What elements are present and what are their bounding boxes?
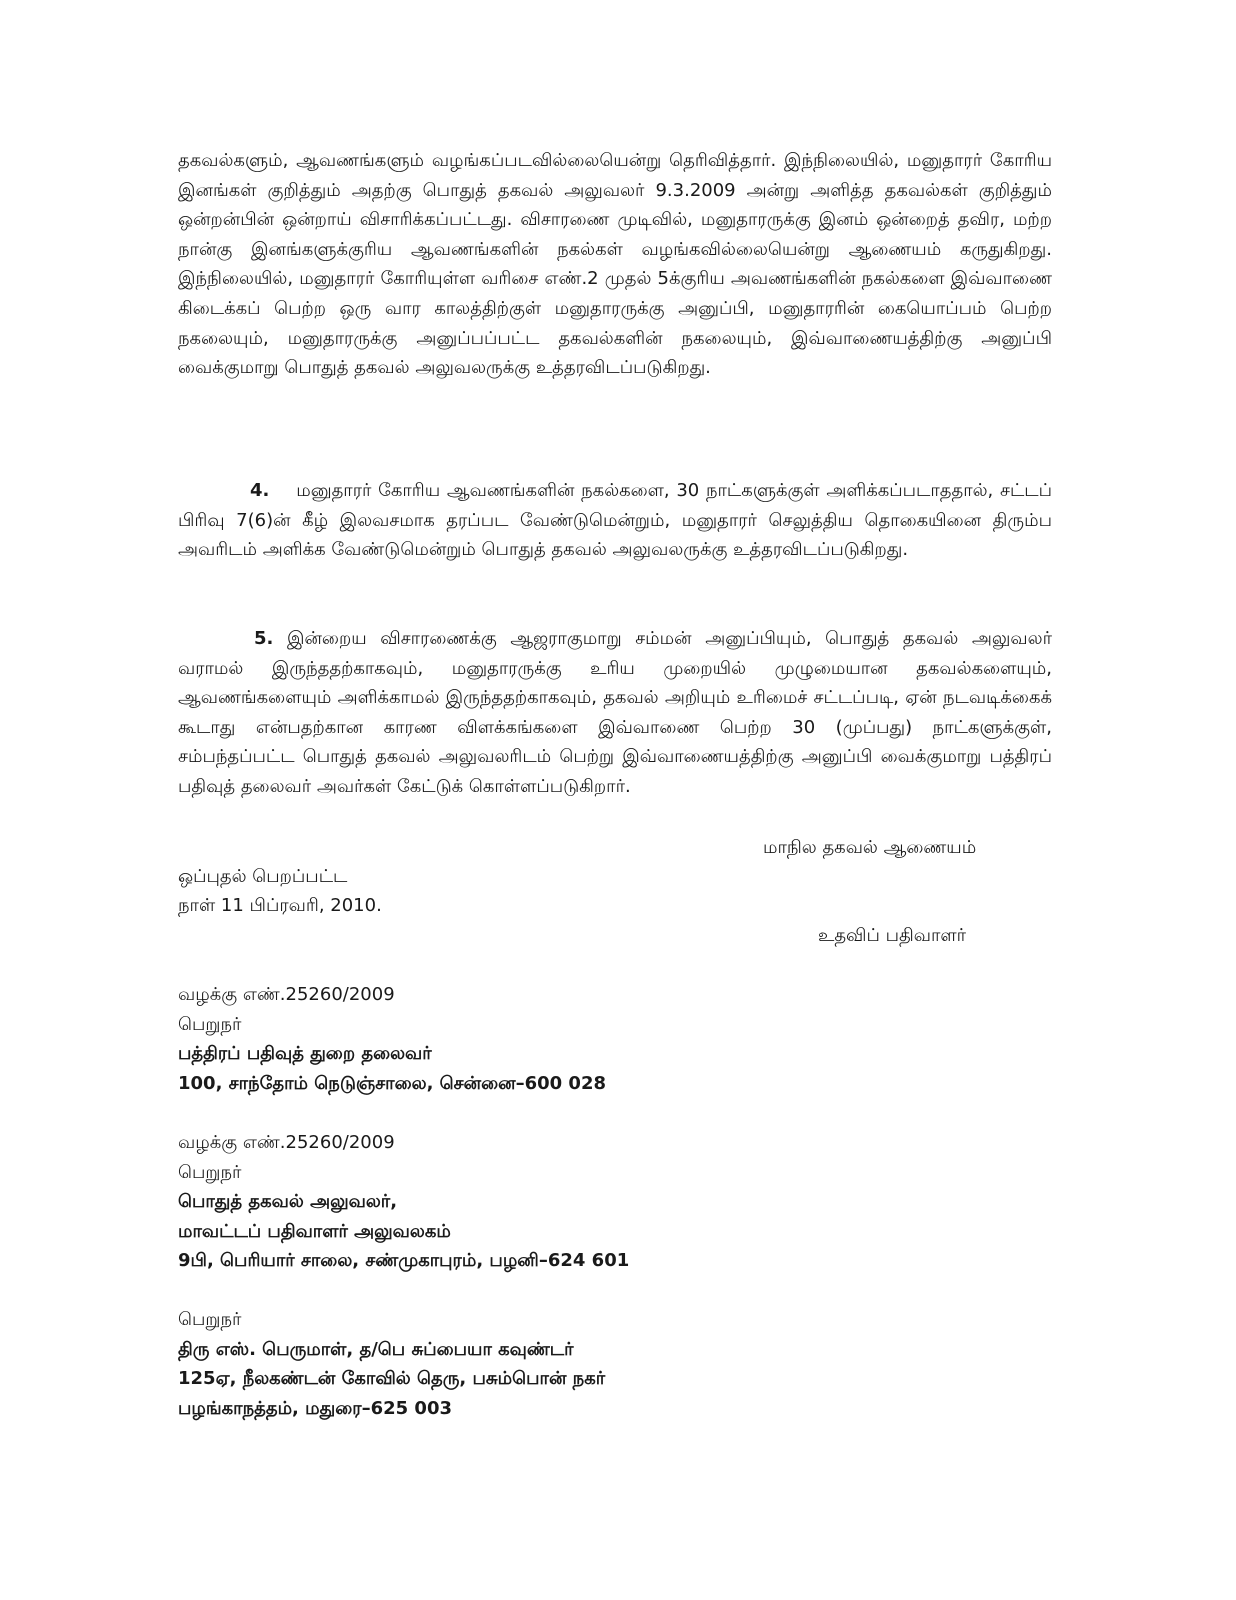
recipient-line: பத்திரப் பதிவுத் துறை தலைவர்	[178, 1043, 432, 1064]
recipient-line: பழங்காநத்தம், மதுரை–625 003	[178, 1397, 452, 1419]
commission-signature: மாநில தகவல் ஆணையம்	[763, 837, 977, 858]
assistant-registrar: உதவிப் பதிவாளர்	[818, 925, 967, 946]
recipient-block	[178, 1305, 605, 1423]
recipient-line: 125ஏ, நீலகண்டன் கோவில் தெரு, பசும்பொன் நகர்	[178, 1368, 606, 1389]
recipient-line: 9பி, பெரியார் சாலை, சண்முகாபுரம், பழனி–624 601	[178, 1250, 630, 1271]
recipient-line: திரு எஸ். பெருமாள், த/பெ சுப்பையா கவுண்டர்	[178, 1338, 574, 1360]
case-number: வழக்கு எண்.25260/2009	[178, 984, 395, 1005]
paragraph-5-number: 5.	[254, 628, 274, 649]
recipient-line: மாவட்டப் பதிவாளர் அலுவலகம்	[178, 1220, 451, 1242]
recipient-line: 100, சாந்தோம் நெடுஞ்சாலை, சென்னை–600 028	[178, 1072, 607, 1094]
approved-label: ஒப்புதல் பெறப்பட்ட	[178, 866, 348, 887]
order-date: நாள் 11 பிப்ரவரி, 2010.	[178, 895, 382, 916]
recipient-line: பொதுத் தகவல் அலுவலர்,	[178, 1191, 398, 1212]
recipient-block	[178, 980, 606, 1098]
paragraph-4-text: மனுதாரர் கோரிய ஆவணங்களின் நகல்களை, 30 நாட்களுக்குள் அளிக்கப்படாததால், சட்டப் பிரிவு 7(6)ன் கீழ் இலவசமாக தரப்பட வேண்டுமென்றும், மனுதாரர் செலுத்திய தொகையினை திரும்ப அவரிடம் அளிக்க வேண்டுமென்றும் பொதுத் தகவல் அலுவலருக்கு உத்தரவிடப்படுகிறது.	[178, 480, 1052, 561]
paragraph-4	[178, 476, 1052, 565]
recipient-block	[178, 1128, 629, 1276]
paragraph-4-number: 4.	[250, 480, 270, 501]
case-number: வழக்கு எண்.25260/2009	[178, 1132, 395, 1153]
paragraph-5	[178, 624, 1052, 802]
paragraph-5-text: இன்றைய விசாரணைக்கு ஆஜராகுமாறு சம்மன் அனுப்பியும், பொதுத் தகவல் அலுவலர் வராமல் இருந்ததற்காகவும், மனுதாரருக்கு உரிய முறையில் முழுமையான தகவல்களையும், ஆவணங்களையும் அளிக்காமல் இருந்ததற்காகவும், தகவல் அறியும் உரிமைச் சட்டப்படி, ஏன் நடவடிக்கைக் கூடாது என்பதற்கான காரண விளக்கங்களை இவ்வாணை பெற்ற 30 (முப்பது) நாட்களுக்குள், சம்பந்தப்பட்ட பொதுத் தகவல் அலுவலரிடம் பெற்று இவ்வாணையத்திற்கு அனுப்பி வைக்குமாறு பத்திரப் பதிவுத் தலைவர் அவர்கள் கேட்டுக் கொள்ளப்படுகிறார்.	[178, 628, 1052, 797]
recipient-label: பெறுநர்	[178, 1309, 242, 1330]
paragraph-continuation: தகவல்களும், ஆவணங்களும் வழங்கப்படவில்லையென்று தெரிவித்தார். இந்நிலையில், மனுதாரர் கோரிய இனங்கள் குறித்தும் அதற்கு பொதுத் தகவல் அலுவலர் 9.3.2009 அன்று அளித்த தகவல்கள் குறித்தும் ஒன்றன்பின் ஒன்றாய் விசாரிக்கப்பட்டது. விசாரணை முடிவில், மனுதாரருக்கு இனம் ஒன்றைத் தவிர, மற்ற நான்கு இனங்களுக்குரிய ஆவணங்களின் நகல்கள் வழங்கவில்லையென்று ஆணையம் கருதுகிறது. இந்நிலையில், மனுதாரர் கோரியுள்ள வரிசை எண்.2 முதல் 5க்குரிய அவணங்களின் நகல்களை இவ்வாணை கிடைக்கப் பெற்ற ஒரு வார காலத்திற்குள் மனுதாரருக்கு அனுப்பி, மனுதாரரின் கையொப்பம் பெற்ற நகலையும், மனுதாரருக்கு அனுப்பப்பட்ட தகவல்களின் நகலையும், இவ்வாணையத்திற்கு அனுப்பி வைக்குமாறு பொதுத் தகவல் அலுவலருக்கு உத்தரவிடப்படுகிறது.	[178, 150, 1052, 379]
recipient-label: பெறுநர்	[178, 1013, 242, 1035]
recipient-label: பெறுநர்	[178, 1161, 242, 1183]
